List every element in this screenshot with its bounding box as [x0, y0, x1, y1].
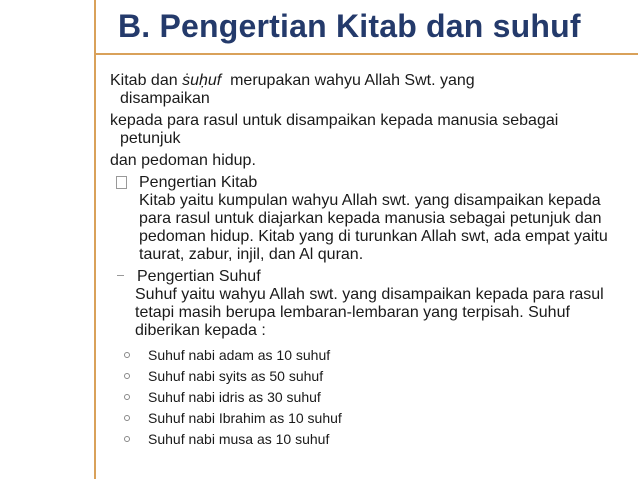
list-item: Suhuf nabi adam as 10 suhuf: [124, 344, 630, 365]
circle-bullet-icon: [124, 415, 130, 421]
slide-title: B. Pengertian Kitab dan suhuf: [118, 8, 581, 44]
intro-line-3: dan pedoman hidup.: [110, 152, 256, 169]
slide-content: [110, 72, 630, 449]
intro-line-1-suffix: merupakan wahyu Allah Swt. yang: [221, 72, 475, 89]
intro-line-2: kepada para rasul untuk disampaikan kepada manusia sebagai: [110, 112, 559, 129]
section-suhuf-heading-row: [110, 268, 630, 286]
circle-bullet-icon: [124, 373, 130, 379]
intro-line-1-cont: disampaikan: [120, 90, 210, 107]
list-item: Suhuf nabi musa as 10 suhuf: [124, 428, 630, 449]
bullet-box-icon: [116, 176, 127, 189]
intro-line-2-cont: petunjuk: [120, 130, 181, 147]
intro-suhuf-italic: ṡuḥuf: [182, 72, 222, 89]
section-suhuf-body: Suhuf yaitu wahyu Allah swt. yang disampaikan kepada para rasul tetapi masih berupa lembaran-lembaran yang terpisah. Suhuf diberikan kepada :: [135, 286, 604, 339]
circle-bullet-icon: [124, 436, 130, 442]
section-kitab-body: Kitab yaitu kumpulan wahyu Allah swt. yang disampaikan kepada para rasul untuk diajarkan kepada manusia sebagai petunjuk dan pedoman hidup. Kitab yang di turunkan Allah swt, ada empat yaitu taurat, zabur, injil, dan Al quran.: [139, 192, 608, 263]
left-accent-bar: [94, 0, 96, 479]
section-suhuf-heading: Pengertian Suhuf: [137, 268, 261, 285]
title-underline: [94, 53, 638, 55]
circle-bullet-icon: [124, 394, 130, 400]
list-item: Suhuf nabi Ibrahim as 10 suhuf: [124, 407, 630, 428]
bullet-dash-icon: [116, 270, 125, 281]
circle-bullet-icon: [124, 352, 130, 358]
section-kitab-heading: Pengertian Kitab: [139, 174, 258, 191]
list-item: Suhuf nabi syits as 50 suhuf: [124, 365, 630, 386]
intro-line-1: [110, 72, 630, 90]
list-item: Suhuf nabi idris as 30 suhuf: [124, 386, 630, 407]
section-kitab-heading-row: [110, 174, 630, 192]
intro-line-1-prefix: Kitab dan: [110, 72, 183, 89]
suhuf-list: [124, 344, 630, 449]
